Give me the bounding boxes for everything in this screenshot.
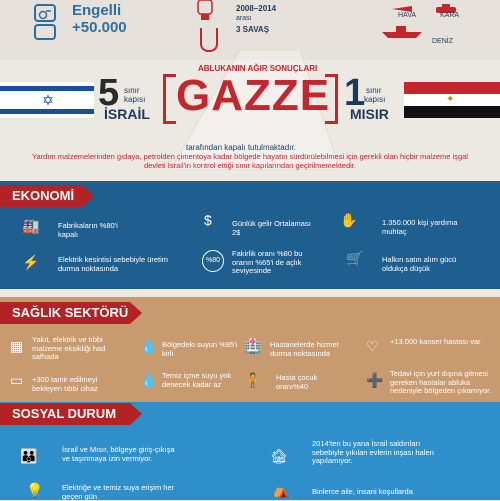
electric-water-text: Elektriğe ve temiz suya erişim her geçen gün — [62, 483, 175, 501]
treatment-text: Tedavi için yurt dışına gitmesi gereken hastalar abluka nedeniyle bölgeden çıkamıyor. — [390, 369, 492, 395]
egypt-gate-word2: kapısı — [364, 95, 386, 104]
bomb-icon — [190, 0, 220, 22]
percent-icon: %80 — [202, 250, 224, 272]
electric-text: Elektrik kesintisi sebebiyle üretim durma noktasında — [58, 255, 169, 273]
tap-icon: 💧 — [140, 372, 158, 388]
patient-icon: ➕ — [366, 372, 384, 388]
israel-name: İSRAİL — [104, 106, 150, 122]
device-icon: ▭ — [10, 372, 24, 388]
devices-text: +300 tamir edilmeyi bekleyen tıbbi cihaz — [32, 375, 98, 393]
children-text: Hasta çocuk oranı%40 — [276, 373, 318, 391]
income-text: Günlük gelir Ortalaması 2$ — [232, 219, 311, 237]
egypt-gate-word1: sınır — [366, 86, 382, 95]
disabled-count: +50.000 — [72, 19, 127, 36]
war-between: arası — [236, 15, 252, 22]
cart-icon: 🛒 — [346, 250, 364, 266]
israel-flag: ✡ — [0, 82, 94, 118]
bulb-icon: 💡 — [26, 482, 44, 498]
israel-gate-count: 5 — [98, 72, 120, 114]
purchase-text: Halkın satın alım gücü oldukça düşük — [382, 255, 457, 273]
factory-icon: 🏭 — [22, 218, 40, 234]
left-bracket — [163, 74, 176, 124]
hospital-icon: 🏥 — [244, 338, 262, 354]
heartbeat-icon: ♡ — [366, 338, 379, 354]
blockade-paragraph: Yardım malzemelerinden gıdaya, petrolden çimentoya kadar bölgede hayatın sürdürülebilmesi için gerekli olan hiçbir malzeme işgal devleti İsrail'in kontrol ettiği sınır kapılarından geçirilmemektedir. — [32, 152, 468, 170]
hands-icon: ✋ — [340, 212, 358, 228]
health-header: SAĞLIK SEKTÖRÜ — [0, 302, 130, 324]
clean-water-text: Temiz içme suyu yok denecek kadar az — [162, 371, 232, 389]
family-icon: 👪 — [20, 448, 38, 464]
ruined-house-icon: 🏚 — [270, 448, 288, 464]
water-drop-icon: 💧 — [140, 338, 158, 354]
cancer-text: +13.000 kanser hastası var — [390, 337, 481, 346]
water-text: Bölgedeki suyun %95'i kirli — [162, 340, 238, 358]
land-label: KARA — [440, 12, 460, 19]
child-icon: 🧍 — [244, 372, 262, 388]
egypt-name: MISIR — [350, 106, 389, 122]
factories-text: Fabrikaların %80'i kapalı — [58, 221, 118, 239]
poverty-text: Fakirlik oranı %80 bu oranın %65'i de açlık seviyesinde — [232, 249, 303, 275]
war-count: 3 SAVAŞ — [236, 25, 270, 34]
hospitals-text: Hastanelerde hizmet durma noktasında — [270, 340, 339, 358]
fuel-text: Yakıt, elektrik ve tıbbi malzeme eksikliği had safhada — [32, 335, 106, 361]
supply-icon: ▦ — [10, 338, 24, 354]
closed-note: tarafından kapalı tutulmaktadır. — [186, 143, 296, 152]
movement-text: İsrail ve Mısır, bölgeye giriş-çıkışa ve taşınmaya izin vermiyor. — [62, 445, 175, 463]
blockade-subtitle: ABLUKANIN AĞIR SONUÇLARI — [198, 64, 318, 73]
sea-label: DENİZ — [432, 38, 453, 45]
electric-icon: ⚡ — [22, 254, 40, 270]
warship-icon — [382, 24, 422, 38]
israel-gate-word2: kapısı — [124, 95, 146, 104]
egypt-flag: ✦ — [404, 82, 500, 118]
egypt-gate-count: 1 — [344, 72, 366, 114]
money-icon: $ — [204, 212, 212, 228]
families-text: Binlerce aile, insani koşullarda — [312, 487, 413, 496]
air-label: HAVA — [398, 12, 417, 19]
aid-text: 1.350.000 kişi yardıma muhtaç — [382, 218, 458, 236]
crutch-icon — [34, 24, 56, 40]
shell-icon — [200, 28, 218, 52]
disabled-label: Engelli — [72, 2, 122, 19]
social-header: SOSYAL DURUM — [0, 403, 130, 425]
gaza-title: GAZZE — [176, 71, 331, 120]
wheelchair-icon — [34, 4, 56, 22]
israel-gate-word1: sınır — [124, 86, 140, 95]
war-years: 2008–2014 — [236, 4, 277, 13]
economy-header: EKONOMİ — [0, 185, 82, 207]
rebuild-text: 2014'ten bu yana İsrail saldırıları sebebiyle yıkılan evlerin inşası halen yapılamıyor. — [312, 439, 434, 465]
tent-icon: ⛺ — [272, 482, 290, 498]
